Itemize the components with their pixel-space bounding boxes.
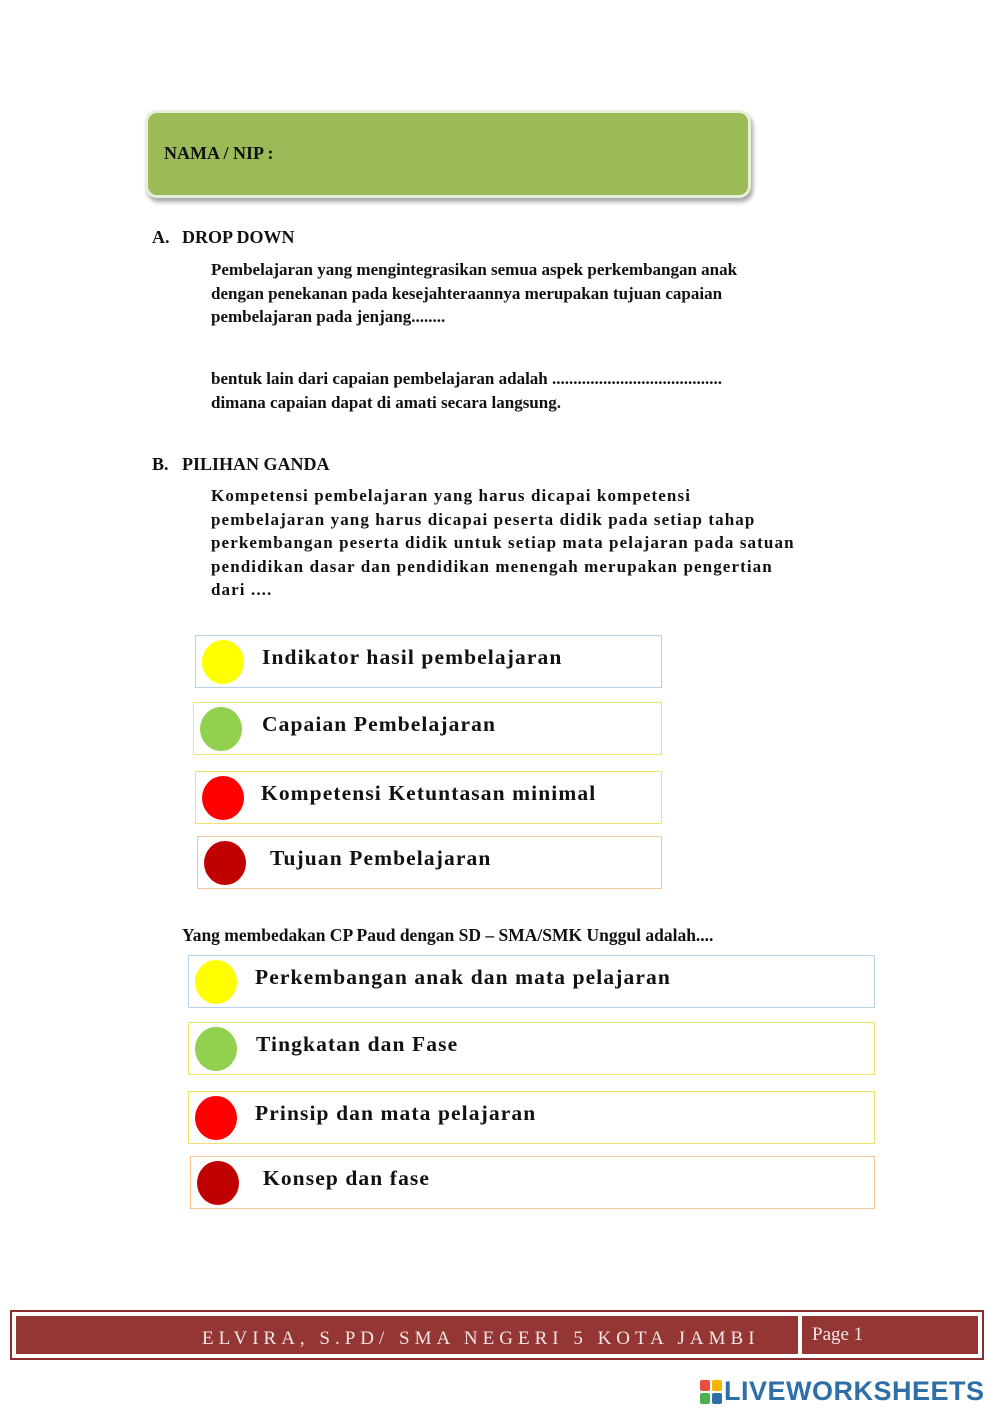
q2-option-b[interactable]: [188, 1022, 875, 1075]
question-line: Pembelajaran yang mengintegrasikan semua aspek perkembangan anak: [211, 260, 738, 279]
footer-author: ELVIRA, S.PD/ SMA NEGERI 5 KOTA JAMBI: [202, 1328, 760, 1349]
option-label: Indikator hasil pembelajaran: [262, 645, 563, 669]
question-line: dari ....: [211, 580, 273, 599]
question-line: pembelajaran yang harus dicapai peserta didik pada setiap tahap: [211, 509, 756, 529]
section-a-question-1: [211, 258, 737, 329]
section-b-title: [152, 454, 330, 475]
option-label: Prinsip dan mata pelajaran: [255, 1101, 537, 1125]
q1-option-d[interactable]: [197, 836, 662, 889]
option-label: Kompetensi Ketuntasan minimal: [261, 781, 597, 805]
question-line: dimana capaian dapat di amati secara langsung.: [211, 392, 561, 412]
option-color-marker: [202, 640, 244, 684]
watermark-text: LIVEWORKSHEETS: [724, 1376, 985, 1406]
section-b-question-2: Yang membedakan CP Paud dengan SD – SMA/SMK Unggul adalah....: [182, 925, 714, 945]
section-b-heading: PILIHAN GANDA: [182, 454, 330, 474]
question-line: pembelajaran pada jenjang........: [211, 307, 446, 326]
question-line: dengan penekanan pada kesejahteraannya merupakan tujuan capaian: [211, 283, 723, 303]
option-label: Capaian Pembelajaran: [262, 712, 497, 736]
question-line: perkembangan peserta didik untuk setiap mata pelajaran pada satuan: [211, 533, 795, 552]
name-nip-label: NAMA / NIP :: [164, 143, 274, 163]
name-nip-box[interactable]: [145, 110, 751, 198]
q2-option-d[interactable]: [190, 1156, 875, 1209]
question-line: bentuk lain dari capaian pembelajaran adalah ........................................: [211, 369, 723, 388]
q2-option-c[interactable]: [188, 1091, 875, 1144]
q1-option-b[interactable]: [193, 702, 662, 755]
option-label: Tingkatan dan Fase: [256, 1032, 459, 1056]
section-a-letter: A.: [152, 227, 170, 247]
q1-option-c[interactable]: [195, 771, 662, 824]
question-line: pendidikan dasar dan pendidikan menengah merupakan pengertian: [211, 556, 773, 576]
option-color-marker: [195, 960, 237, 1004]
section-b-question-1: [211, 484, 795, 602]
option-label: Tujuan Pembelajaran: [270, 846, 492, 870]
question-line: Kompetensi pembelajaran yang harus dicapai kompetensi: [211, 486, 692, 505]
option-color-marker: [200, 707, 242, 751]
q1-option-a[interactable]: [195, 635, 662, 688]
section-a-title: [152, 227, 295, 248]
option-color-marker: [202, 776, 244, 820]
option-color-marker: [204, 841, 246, 885]
option-color-marker: [195, 1027, 237, 1071]
footer-page-number: Page 1: [812, 1324, 864, 1345]
footer-divider: [798, 1312, 802, 1358]
section-a-heading: DROP DOWN: [182, 227, 295, 247]
liveworksheets-watermark: [700, 1376, 985, 1410]
option-label: Konsep dan fase: [263, 1166, 431, 1190]
option-color-marker: [197, 1161, 239, 1205]
option-label: Perkembangan anak dan mata pelajaran: [255, 965, 671, 989]
option-color-marker: [195, 1096, 237, 1140]
section-a-question-2: [211, 367, 722, 414]
section-b-letter: B.: [152, 454, 169, 474]
liveworksheets-logo-icon: [700, 1380, 722, 1404]
q2-option-a[interactable]: [188, 955, 875, 1008]
page-footer: [10, 1310, 984, 1360]
